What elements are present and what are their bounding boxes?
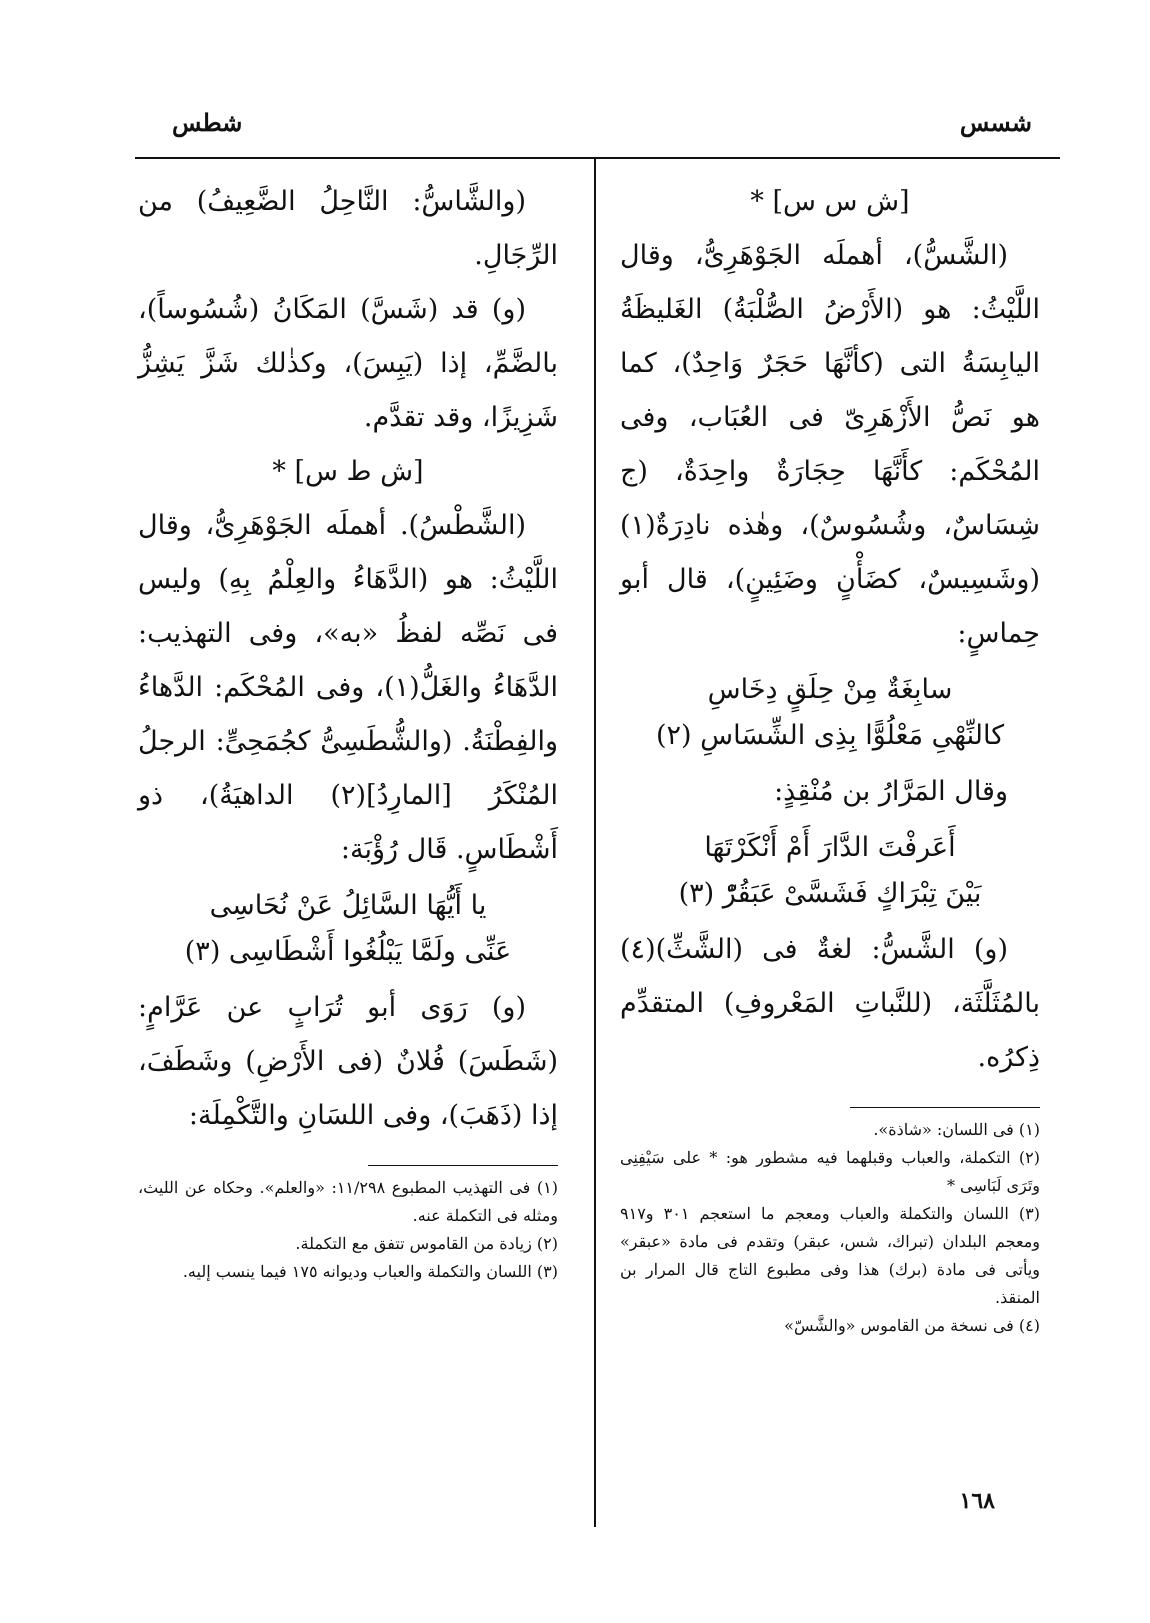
verse-line: أَعَرفْتَ الدَّارَ أَمْ أَنْكَرْتَهَا bbox=[704, 832, 956, 863]
verse-line: بَيْنَ تِبْرَاكٍ فَشَسَّىْ عَبَقُرّْ (٣) bbox=[678, 878, 982, 909]
footnote-rule bbox=[368, 1165, 558, 1166]
entry-paragraph: (والشَّاسُّ: النَّاحِلُ الضَّعِيفُ) من الرِّجَالِ. bbox=[138, 186, 558, 271]
entry-paragraph: (و) الشَّسُّ: لغةٌ فى (الشَّثِّ)(٤) بالمُثَلَّثَة، (للنَّباتِ المَعْروفِ) المتقدِّم ذِكرُه. bbox=[620, 934, 1040, 1073]
footnote: (١) فى التهذيب المطبوع ١١/٢٩٨: «والعلم». وحكاه عن الليث، ومثله فى التكملة عنه. bbox=[138, 1178, 558, 1225]
entry-paragraph: (الشَّسُّ)، أهملَه الجَوْهَرِىُّ، وقال اللَّيْثُ: هو (الأَرْضُ الصُّلْبَةُ) الغَليظَةُ اليابِسَةُ التى (كأنَّهَا حَجَرٌ وَاحِدٌ)، كما هو نَصُّ الأَزْهَرِىّ فى العُبَاب، وفى المُحْكَم: كأَنَّهَا حِجَارَةٌ واحِدَةٌ، (ج شِسَاسٌ، وشُسُوسٌ)، وهٰذه نادِرَةٌ(١) (وشَسِيسٌ، كضَأْنٍ وضَئِينٍ)، قال أبو حِماسٍ: bbox=[620, 240, 1040, 649]
column-divider bbox=[594, 157, 596, 1527]
header-rule bbox=[135, 157, 1060, 159]
page-number: ١٦٨ bbox=[959, 1488, 995, 1514]
footnotes-right bbox=[620, 1116, 1040, 1340]
footnote: (٣) اللسان والتكملة والعباب ومعجم ما استعجم ٣٠١ و٩١٧ ومعجم البلدان (تبراك، شس، عبقر) وتقدم فى مادة «عبقر» ويأتى فى مادة (برك) هذا وفى مطبوع التاج قال المرار بن المنقذ. bbox=[620, 1204, 1040, 1307]
left-column bbox=[138, 175, 558, 1286]
right-column bbox=[620, 175, 1040, 1340]
entry-heading-shts: [ش ط س] * bbox=[272, 456, 424, 487]
entry-paragraph: (و) قد (شَسَّ) المَكَانُ (شُسُوساً)، بالضَّمِّ، إذا (يَبِسَ)، وكذٰلك شَزَّ يَشِزُّ شَزِيزًا، وقد تقدَّم. bbox=[138, 294, 558, 433]
footnote: (٤) فى نسخة من القاموس «والشَّسّ» bbox=[784, 1316, 1040, 1335]
footnote-rule bbox=[850, 1107, 1040, 1108]
footnote: (٢) التكملة، والعباب وقبلهما فيه مشطور هو: * على سَيْفِنِى وتَرَى لَبَاسِى * bbox=[620, 1148, 1040, 1195]
verse-block bbox=[620, 667, 1040, 759]
entry-paragraph: (و) رَوَى أبو تُرَابٍ عن عَرَّامٍ: (شَطَسَ) فُلانٌ (فى الأَرْضِ) وشَطَفَ، إذا (ذَهَبَ)، وفى اللسَانِ والتَّكْمِلَة: bbox=[138, 992, 558, 1131]
entry-paragraph: وقال المَرَّارُ بن مُنْقِذٍ: bbox=[774, 776, 1008, 807]
entry-heading-shss: [ش س س] * bbox=[750, 186, 910, 217]
footnote: (٣) اللسان والتكملة والعباب وديوانه ١٧٥ فيما ينسب إليه. bbox=[182, 1262, 558, 1281]
footnotes-left bbox=[138, 1174, 558, 1286]
footnote: (٢) زيادة من القاموس تتفق مع التكملة. bbox=[295, 1234, 558, 1253]
running-head-right: شسس bbox=[959, 108, 1032, 137]
verse-block bbox=[138, 883, 558, 975]
verse-line: يا أَيُّهَا السَّائِلُ عَنْ نُحَاسِى bbox=[209, 890, 487, 921]
entry-paragraph: (الشَّطْسُ). أهملَه الجَوْهَرِىُّ، وقال اللَّيْثُ: هو (الدَّهَاءُ والعِلْمُ بِهِ) وليس فى نَصِّه لفظُ «به»، وفى التهذيب: الدَّهَاءُ والغَلُّ(١)، وفى المُحْكَم: الدَّهاءُ والفِطْنَةُ. (والشُّطَسِىُّ كجُمَحِىٍّ: الرجلُ المُنْكَرُ [المارِدُ](٢) الداهيَةُ)، ذو أَشْطَاسٍ. قَال رُؤْبَة: bbox=[138, 510, 558, 865]
verse-line: كالنِّهْىِ مَعْلُوًّا بِذِى الشِّسَاسِ (٢) bbox=[655, 720, 1005, 751]
footnote: (١) فى اللسان: «شاذة». bbox=[873, 1120, 1040, 1139]
verse-line: سابِغَةٌ مِنْ حِلَقٍ دِخَاسِ bbox=[707, 674, 953, 705]
running-head-left: شطس bbox=[172, 108, 243, 137]
verse-block bbox=[620, 825, 1040, 917]
verse-line: عَنِّى ولَمَّا يَبْلُغُوا أَشْطَاسِى (٣) bbox=[184, 936, 512, 967]
